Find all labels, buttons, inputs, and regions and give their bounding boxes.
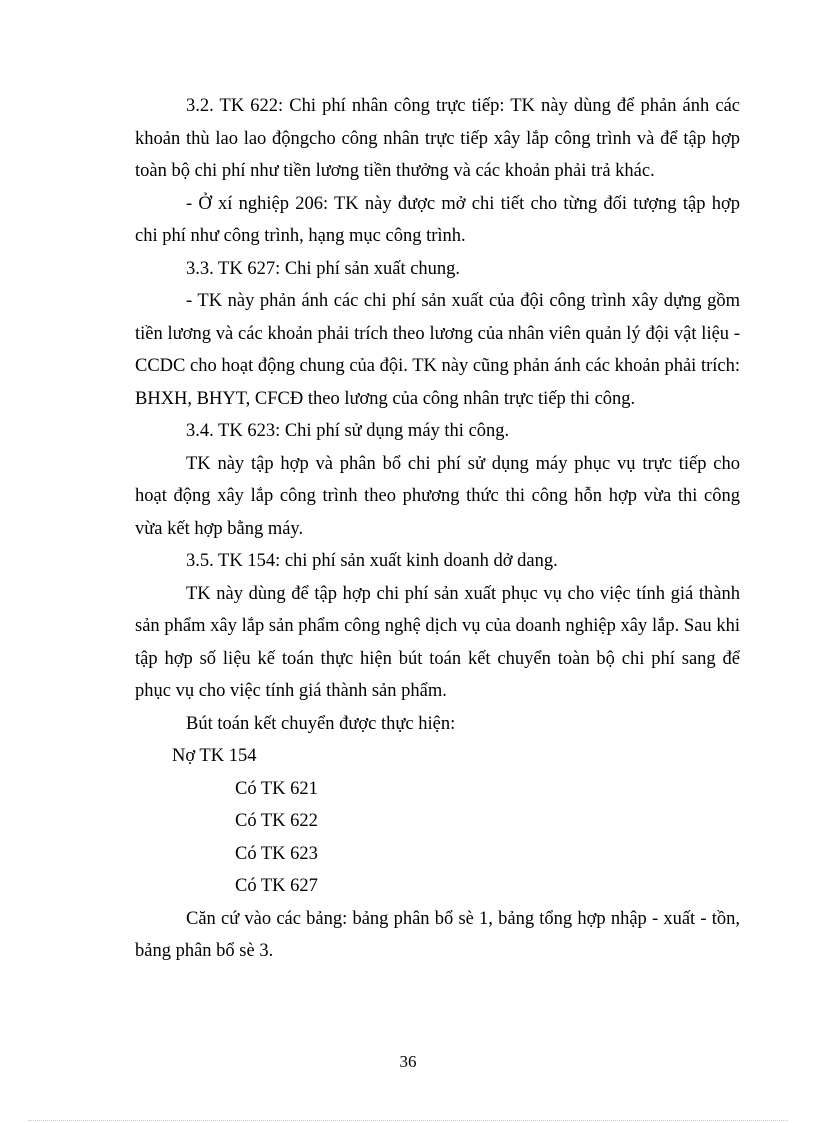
paragraph-tk622: 3.2. TK 622: Chi phí nhân công trực tiếp: TK này dùng để phản ánh các khoản thù lao lao độngcho công nhân trực tiếp xây lắp công trình và để tập hợp toàn bộ chi phí như tiền lương tiền thưởng và các khoản phải trả khác. — [135, 96, 740, 181]
journal-credit: Có TK 622 — [235, 811, 318, 831]
paragraph-tk627-detail: - TK này phản ánh các chi phí sản xuất của đội công trình xây dựng gồm tiền lương và các khoản phải trích theo lương của nhân viên quản lý đội vật liệu - CCDC cho hoạt động chung của đội. TK này cũng phản ánh các khoản phải trích: BHXH, BHYT, CFCĐ theo lương của công nhân trực tiếp thi công. — [135, 291, 740, 409]
paragraph-xi-nghiep-206: - Ở xí nghiệp 206: TK này được mở chi tiết cho từng đối tượng tập hợp chi phí như công trình, hạng mục công trình. — [135, 193, 740, 246]
heading-tk154: 3.5. TK 154: chi phí sản xuất kinh doanh dở dang. — [186, 551, 558, 571]
page-number: 36 — [399, 1052, 417, 1071]
paragraph-closing: Căn cứ vào các bảng: bảng phân bổ sè 1, bảng tổng hợp nhập - xuất - tồn, bảng phân bổ sè 3. — [135, 908, 740, 961]
journal-credit: Có TK 623 — [235, 843, 318, 864]
heading-tk623: 3.4. TK 623: Chi phí sử dụng máy thi công. — [186, 421, 510, 441]
page-bottom-divider — [28, 1120, 788, 1121]
paragraph-tk154-detail: TK này dùng để tập hợp chi phí sản xuất phục vụ cho việc tính giá thành sản phẩm xây lắp sản phẩm công nghệ dịch vụ của doanh nghiệp xây lắp. Sau khi tập hợp số liệu kế toán thực hiện bút toán kết chuyển toàn bộ chi phí sang để phục vụ cho việc tính giá thành sản phẩm. — [135, 583, 740, 701]
journal-credit: Có TK 621 — [235, 778, 318, 799]
document-body — [135, 90, 740, 968]
heading-tk627: 3.3. TK 627: Chi phí sản xuất chung. — [186, 258, 461, 279]
journal-credit: Có TK 627 — [235, 876, 318, 896]
paragraph-but-toan: Bút toán kết chuyển được thực hiện: — [186, 713, 456, 734]
paragraph-tk623-detail: TK này tập hợp và phân bổ chi phí sử dụng máy phục vụ trực tiếp cho hoạt động xây lắp công trình theo phương thức thi công hỗn hợp vừa thi công vừa kết hợp bằng máy. — [135, 453, 740, 539]
journal-debit: Nợ TK 154 — [172, 746, 257, 766]
journal-entry — [135, 740, 740, 903]
